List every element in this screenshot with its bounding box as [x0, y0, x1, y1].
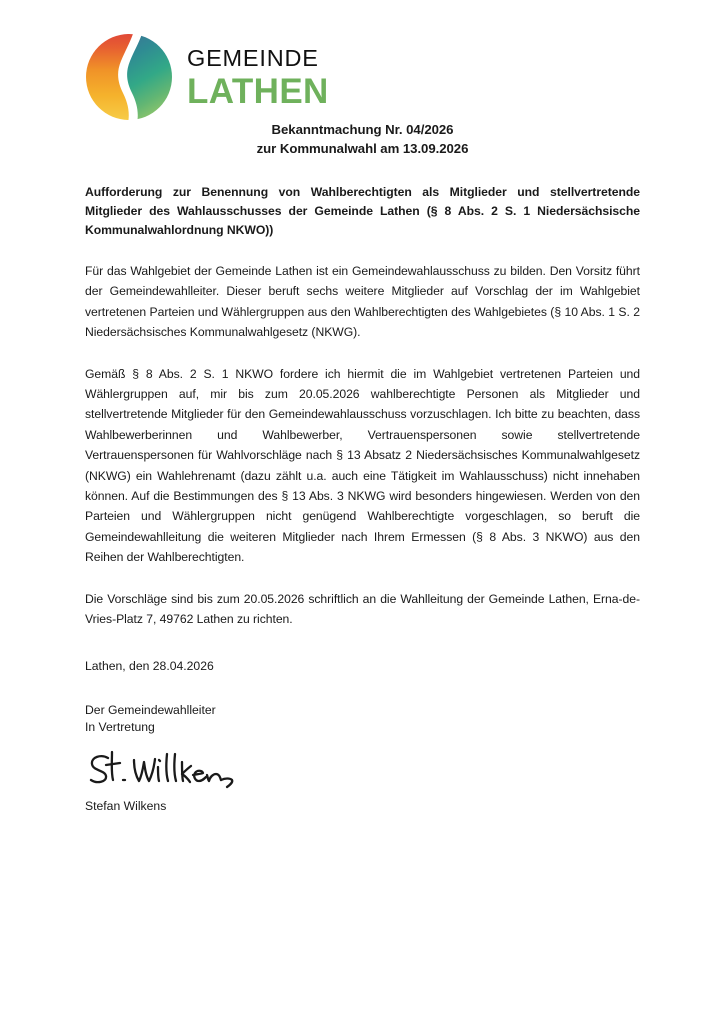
- title-line-2: zur Kommunalwahl am 13.09.2026: [256, 141, 469, 156]
- paragraph-2: Gemäß § 8 Abs. 2 S. 1 NKWO fordere ich hiermit die im Wahlgebiet vertretenen Parteien und Wählergruppen auf, mir bis zum 20.05.2026 wahlberechtigte Personen als Mitglieder und stellvertretende Mitglieder für den Gemeindewahlausschuss vorzuschlagen. Ich bitte zu beachten, dass Wahlbewerberinnen und Wahlbewerber, Vertrauenspersonen sowie stellvertretende Vertrauenspersonen für Wahlvorschläge nach § 13 Absatz 2 Niedersächsisches Kommunalwahlgesetz (NKWG) ein Wahlehrenamt (dazu zählt u.a. auch eine Tätigkeit im Wahlausschuss) nicht innehaben können. Auf die Bestimmungen des § 13 Abs. 3 NKWG wird besonders hingewiesen. Werden von den Parteien und Wählergruppen nicht genügend Wahlberechtigte vorgeschlagen, so beruft die Gemeindewahlleitung die weiteren Mitglieder nach Ihrem Ermessen (§ 8 Abs. 3 NKWO) aus den Reihen der Wahlberechtigten.: [85, 366, 640, 565]
- document-subject: Aufforderung zur Benennung von Wahlberechtigten als Mitglieder und stellvertretende Mitglieder des Wahlausschusses der Gemeinde Lathen (§ 8 Abs. 2 S. 1 Niedersächsische Kommunalwahlordnung NKWO)): [85, 185, 640, 237]
- place-and-date: Lathen, den 28.04.2026: [85, 658, 214, 673]
- closing-role: Der Gemeindewahlleiter: [85, 702, 216, 717]
- logo-text-lathen: LATHEN: [187, 71, 329, 111]
- logo-circle-s-icon: [85, 33, 173, 121]
- document-body: [85, 120, 640, 815]
- paragraph-3: Die Vorschläge sind bis zum 20.05.2026 schriftlich an die Wahlleitung der Gemeinde Lathen, Erna-de-Vries-Platz 7, 49762 Lathen zu richten.: [85, 591, 640, 627]
- closing-block: [85, 702, 640, 736]
- handwritten-signature: [87, 750, 237, 792]
- logo-wordmark: [187, 45, 329, 109]
- page-title: [85, 120, 640, 158]
- logo-text-gemeinde: GEMEINDE: [187, 45, 319, 72]
- municipality-logo: [85, 33, 329, 121]
- paragraph-1: Für das Wahlgebiet der Gemeinde Lathen ist ein Gemeindewahlausschuss zu bilden. Den Vorsitz führt der Gemeindewahlleiter. Dieser beruft sechs weitere Mitglieder auf Vorschlag der im Wahlgebiet vertretenen Parteien und Wählergruppen aus den Wahlberechtigten des Wahlgebietes (§ 10 Abs. 1 S. 2 Niedersächsisches Kommunalwahlgesetz (NKWG).: [85, 264, 640, 340]
- closing-deputy-note: In Vertretung: [85, 719, 155, 734]
- title-line-1: Bekanntmachung Nr. 04/2026: [271, 122, 454, 137]
- signer-name: Stefan Wilkens: [85, 798, 167, 813]
